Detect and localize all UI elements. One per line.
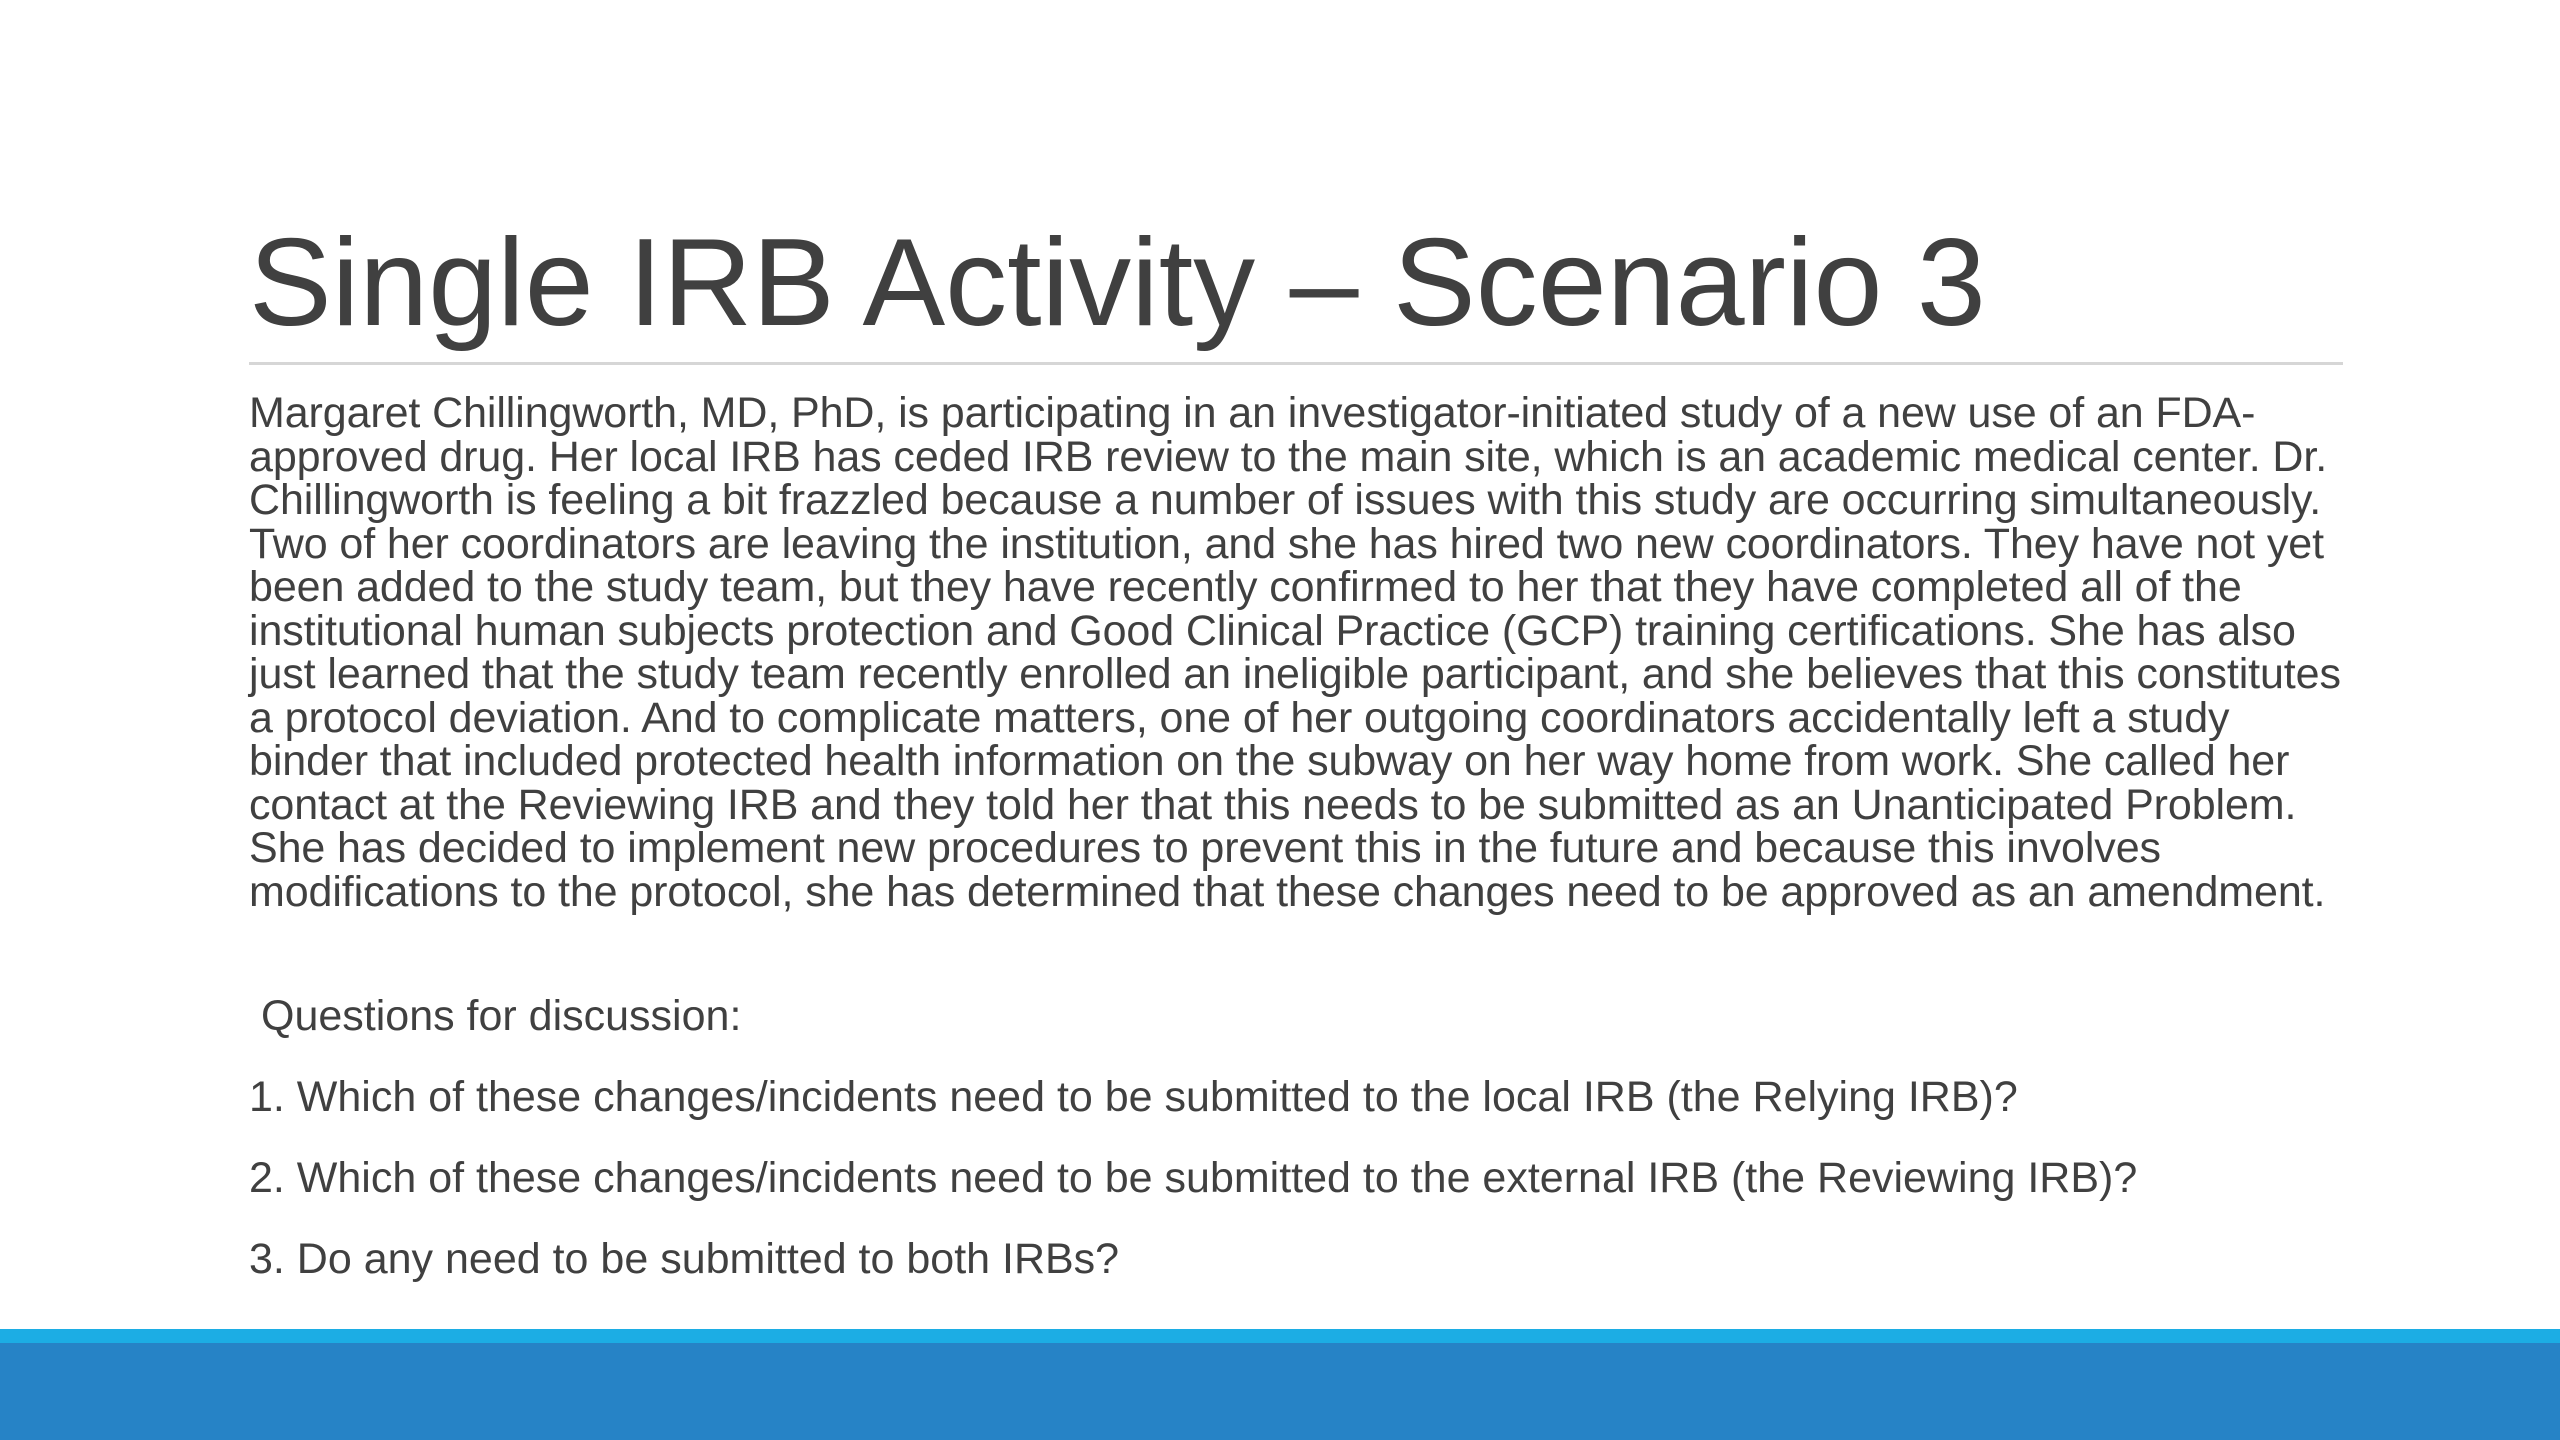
questions-heading: Questions for discussion: [261, 992, 742, 1040]
question-3: 3. Do any need to be submitted to both IRBs? [249, 1235, 1120, 1283]
footer-accent-stripe [0, 1329, 2560, 1343]
scenario-paragraph: Margaret Chillingworth, MD, PhD, is participating in an investigator-initiated study of a new use of an FDA-approved drug. Her local IRB has ceded IRB review to the main site, which is an academic medical center. Dr. Chillingworth is feeling a bit frazzled because a number of issues with this study are occurring simultaneously. Two of her coordinators are leaving the institution, and she has hired two new coordinators. They have not yet been added to the study team, but they have recently confirmed to her that they have completed all of the institutional human subjects protection and Good Clinical Practice (GCP) training certifications. She has also just learned that the study team recently enrolled an ineligible participant, and she believes that this constitutes a protocol deviation. And to complicate matters, one of her outgoing coordinators accidentally left a study binder that included protected health information on the subway on her way home from work. She called her contact at the Reviewing IRB and they told her that this needs to be submitted as an Unanticipated Problem. She has decided to implement new procedures to prevent this in the future and because this involves modifications to the protocol, she has determined that these changes need to be approved as an amendment. [249, 389, 2341, 916]
question-1: 1. Which of these changes/incidents need to be submitted to the local IRB (the Relying IRB)? [249, 1073, 2018, 1121]
question-2: 2. Which of these changes/incidents need to be submitted to the external IRB (the Reviewing IRB)? [249, 1154, 2138, 1202]
footer-bar [0, 1343, 2560, 1440]
slide-title: Single IRB Activity – Scenario 3 [249, 214, 1986, 352]
title-divider [249, 362, 2343, 365]
